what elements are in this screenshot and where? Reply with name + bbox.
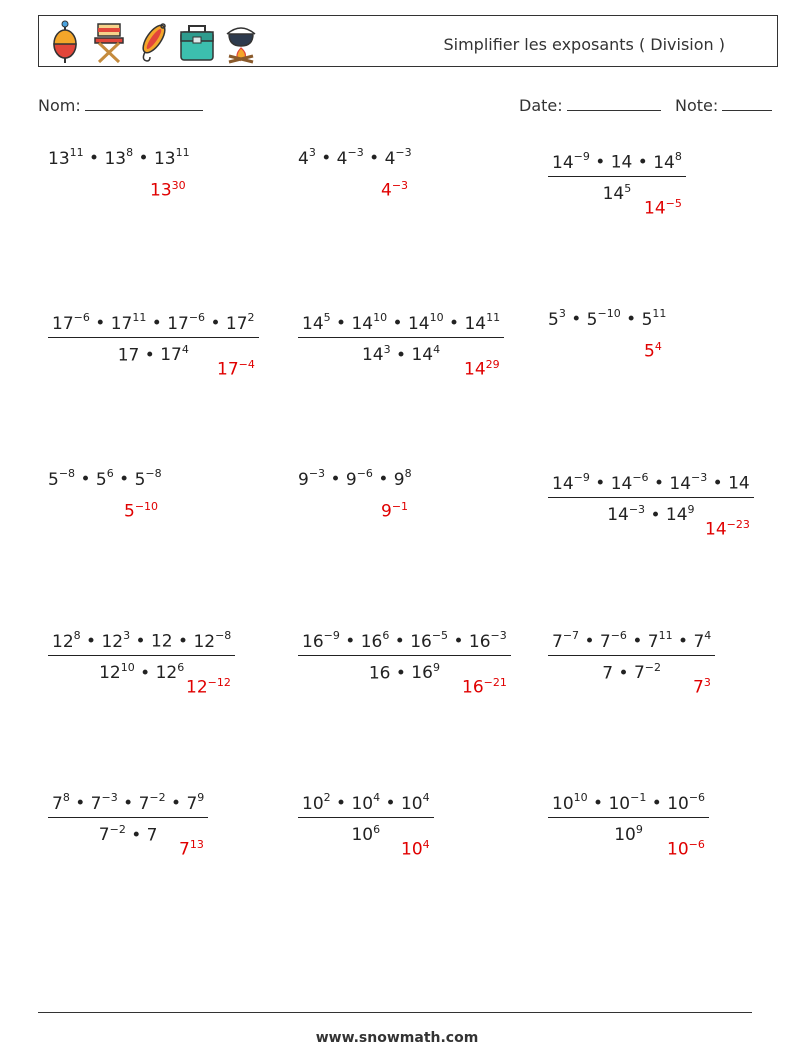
power-term: $4^{-3}$ [384,146,412,169]
power-term: 14 [610,152,633,173]
page-title: Simplifier les exposants ( Division ) [443,35,725,54]
answer-6: $5^4$ [644,340,662,362]
power-term: $16^{-9}$ [302,629,340,652]
power-term: $9^8$ [393,467,412,490]
score-line[interactable] [722,95,772,111]
problem-1 [48,147,190,169]
date-label: Date: [519,96,563,115]
denominator: $14^{-3}$ • $14^9$ [607,502,695,526]
power-term: $10^2$ [302,791,331,814]
power-term: $14^{-3}$ [607,502,646,526]
camping-chair-icon [91,20,127,64]
power-term: $5^{-10}$ [586,307,621,330]
answer-8: $9^{-1}$ [381,500,409,522]
problem-8 [298,468,412,490]
numerator: $10^{10}$ • $10^{-1}$ • $10^{-6}$ [552,791,706,814]
power-term: 7 [602,663,614,684]
power-term: $7^4$ [693,629,712,652]
score-field[interactable] [675,95,772,115]
power-term: $17^{11}$ [110,311,147,334]
power-term: $5^{-8}$ [48,467,76,490]
date-field[interactable] [519,95,661,115]
numerator: $14^{-9}$ • $14^{-6}$ • $14^{-3}$ • 14 [552,471,750,494]
power-term: $12^{10}$ [99,660,135,684]
answer-10: $12^{-12}$ [186,676,231,698]
numerator: $14^5$ • $14^{10}$ • $14^{10}$ • $14^{11}$ [302,311,501,334]
campfire-pot-icon [223,20,259,64]
denominator [603,177,632,208]
power-term: $14^{10}$ [407,311,444,334]
power-term: $5^{-8}$ [134,467,162,490]
problem-2 [298,147,412,169]
power-term: $9^{-6}$ [345,467,373,490]
power-term: $14^{11}$ [464,311,501,334]
power-term: $5^6$ [95,467,114,490]
header-box [38,15,778,67]
answer-3: $14^{-5}$ [644,197,682,219]
power-term: $14^{-3}$ [669,471,708,494]
problem-12 [548,624,715,686]
power-term: $7^{11}$ [647,629,673,652]
answer-9: $14^{-23}$ [705,518,750,540]
power-term: $13^{11}$ [153,146,190,169]
power-term: $7^{-2}$ [138,791,166,814]
power-term: 7 [146,825,158,846]
denominator: $7^{-2}$ • 7 [98,822,158,846]
fishing-lure-icon [135,20,171,64]
expression: $5^3$ • $5^{-10}$ • $5^{11}$ [548,307,667,330]
problem-7 [48,468,162,490]
power-term: $10^4$ [400,791,430,814]
power-term: $14^{-9}$ [552,471,590,494]
date-line[interactable] [567,95,661,111]
numerator: $16^{-9}$ • $16^6$ • $16^{-5}$ • $16^{-3}$ [302,629,507,652]
power-term: $16^9$ [411,660,440,684]
denominator [351,818,380,849]
power-term: 16 [368,663,391,684]
power-term: $9^{-3}$ [298,467,326,490]
denominator: $12^{10}$ • $12^6$ [99,660,185,684]
power-term: 12 [150,631,173,652]
power-term: $7^9$ [186,791,205,814]
power-term: $10^4$ [351,791,381,814]
footer-divider [38,1012,752,1013]
power-term: $14^4$ [411,342,441,366]
power-term: $5^{11}$ [641,307,667,330]
power-term: $14^5$ [602,181,632,205]
expression: $9^{-3}$ • $9^{-6}$ • $9^8$ [298,467,412,490]
power-term: $16^6$ [360,629,390,652]
power-term: $7^{-2}$ [633,660,661,684]
expression: $5^{-8}$ • $5^6$ • $5^{-8}$ [48,467,162,490]
answer-5: $14^{29}$ [464,358,500,380]
power-term: $7^{-2}$ [98,822,126,846]
score-label: Note: [675,96,719,115]
expression: $4^3$ • $4^{-3}$ • $4^{-3}$ [298,146,412,169]
power-term: $17^4$ [160,342,189,366]
denominator [614,818,643,849]
answer-4: $17^{-4}$ [217,358,255,380]
numerator: $17^{-6}$ • $17^{11}$ • $17^{-6}$ • $17^2$ [52,311,255,334]
denominator: 7 • $7^{-2}$ [602,660,661,684]
denominator: 17 • $17^4$ [117,342,189,366]
power-term: $14^8$ [653,150,682,173]
numerator: $7^{-7}$ • $7^{-6}$ • $7^{11}$ • $7^4$ [552,629,712,652]
numerator: $14^{-9}$ • 14 • $14^8$ [552,150,682,173]
power-term: $7^{-3}$ [90,791,118,814]
power-term: $7^{-6}$ [599,629,627,652]
problem-6 [548,308,666,330]
answer-1: $13^{30}$ [150,179,186,201]
power-term: $17^{-6}$ [167,311,206,334]
name-field[interactable] [38,95,203,115]
power-term: 17 [117,345,140,366]
power-term: $12^{-8}$ [193,629,232,652]
power-term: $10^{-1}$ [608,791,647,814]
power-term: $14^5$ [302,311,331,334]
numerator: $12^8$ • $12^3$ • 12 • $12^{-8}$ [52,629,232,652]
fraction [548,624,715,686]
name-label: Nom: [38,96,81,115]
answer-14: $10^4$ [401,838,430,860]
power-term: $13^8$ [104,146,134,169]
fishing-float-icon [47,20,83,64]
answer-15: $10^{-6}$ [667,838,705,860]
expression: $13^{11}$ • $13^8$ • $13^{11}$ [48,146,190,169]
denominator: 16 • $16^9$ [368,660,440,684]
power-term: $5^3$ [548,307,566,330]
power-term: 14 [728,473,750,494]
cooler-box-icon [179,20,215,64]
power-term: $12^8$ [52,629,81,652]
power-term: $16^{-5}$ [410,629,449,652]
power-term: $7^{-7}$ [552,629,580,652]
power-term: $17^{-6}$ [52,311,90,334]
power-term: $10^9$ [614,822,643,846]
power-term: $10^6$ [351,822,381,846]
power-term: $14^9$ [665,502,695,526]
answer-12: $7^3$ [693,676,711,698]
power-term: $7^8$ [52,791,70,814]
denominator: $14^3$ • $14^4$ [361,342,441,366]
power-term: $12^3$ [101,629,131,652]
answer-2: $4^{-3}$ [381,179,409,201]
power-term: $10^{-6}$ [667,791,706,814]
power-term: $13^{11}$ [48,146,84,169]
power-term: $10^{10}$ [552,791,588,814]
answer-13: $7^{13}$ [179,838,204,860]
power-term: $4^{-3}$ [336,146,364,169]
icon-strip [47,20,259,64]
power-term: $4^3$ [298,146,316,169]
name-line[interactable] [85,95,203,111]
answer-7: $5^{-10}$ [124,500,159,522]
answer-11: $16^{-21}$ [462,676,507,698]
numerator: $7^8$ • $7^{-3}$ • $7^{-2}$ • $7^9$ [52,791,205,814]
power-term: $14^{-6}$ [610,471,649,494]
power-term: $17^2$ [225,311,255,334]
power-term: $14^{10}$ [351,311,388,334]
power-term: $16^{-3}$ [468,629,507,652]
footer-url: www.snowmath.com [315,1030,479,1046]
numerator: $10^2$ • $10^4$ • $10^4$ [302,791,430,814]
power-term: $14^{-9}$ [552,150,590,173]
power-term: $12^6$ [155,660,185,684]
power-term: $14^3$ [361,342,391,366]
